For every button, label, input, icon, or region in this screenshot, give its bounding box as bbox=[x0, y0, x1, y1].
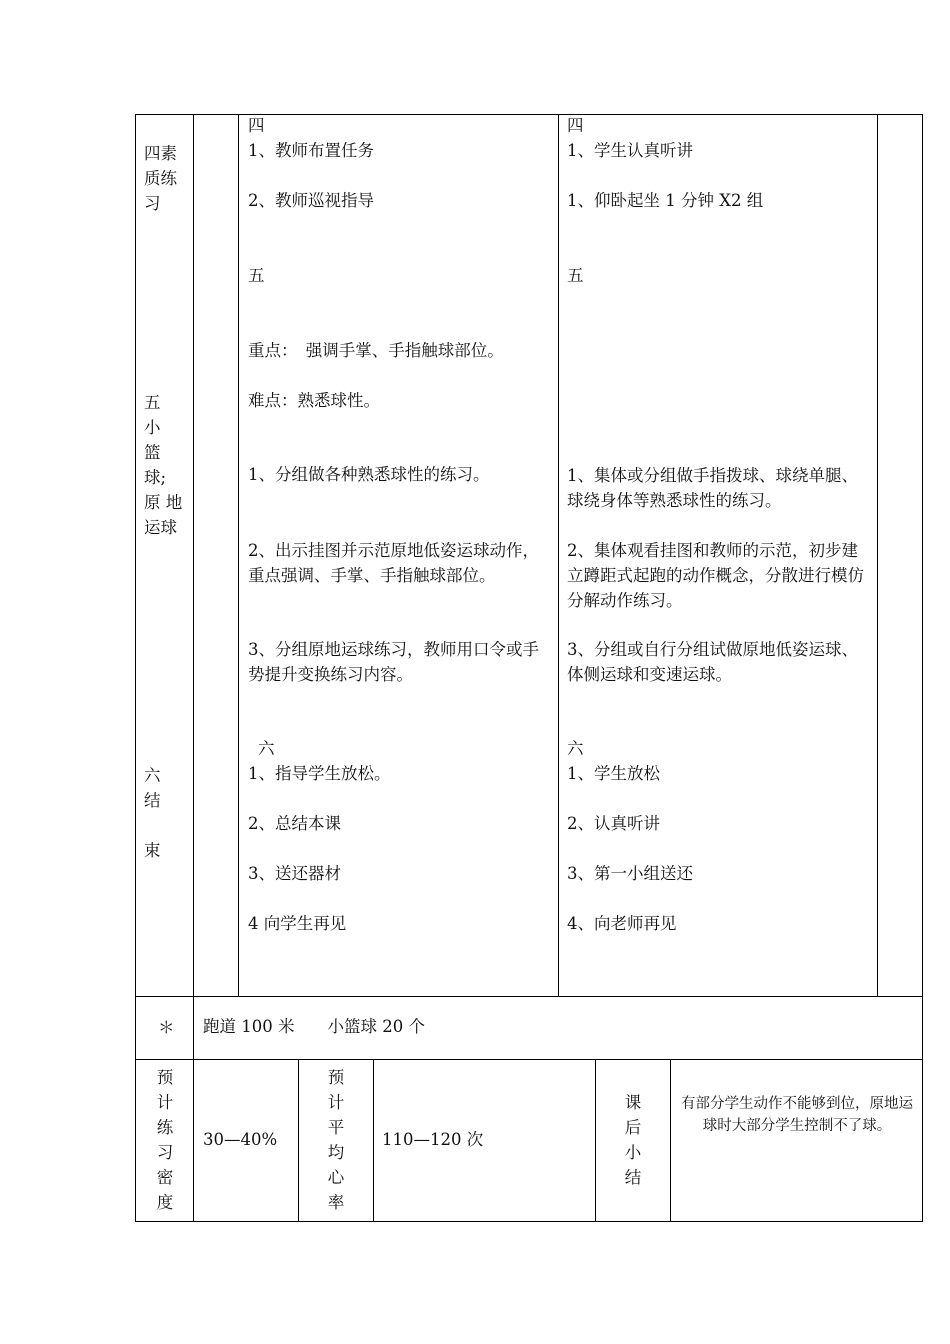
section5-label: 五 小 篮 球; 原 地 运球 bbox=[144, 393, 183, 537]
student-s6-number: 六 bbox=[567, 739, 584, 758]
table-border-bottom bbox=[135, 1221, 923, 1222]
col-divider bbox=[193, 114, 194, 997]
teacher-s5-number: 五 bbox=[248, 266, 265, 285]
teacher-s5-item: 2、出示挂图并示范原地低姿运球动作，重点强调、手掌、手指触球部位。 bbox=[248, 541, 539, 585]
row-divider bbox=[135, 996, 923, 997]
student-s4-number: 四 bbox=[567, 116, 584, 135]
col-divider bbox=[670, 1059, 671, 1222]
row-divider bbox=[135, 1059, 923, 1060]
teacher-difficulty: 难点：熟悉球性。 bbox=[248, 391, 380, 410]
equipment-label: ＊ bbox=[158, 1018, 175, 1037]
teacher-key-point: 重点： 强调手掌、手指触球部位。 bbox=[248, 341, 504, 360]
student-s5-item: 2、集体观看挂图和教师的示范，初步建立蹲距式起跑的动作概念，分散进行模仿分解动作练习。 bbox=[567, 541, 864, 610]
density-value: 30—40% bbox=[203, 1130, 278, 1149]
col-divider bbox=[238, 114, 239, 997]
teacher-s6-item: 3、送还器材 bbox=[248, 864, 341, 883]
teacher-s5-item: 1、分组做各种熟悉球性的练习。 bbox=[248, 465, 490, 484]
student-s5-number: 五 bbox=[567, 266, 584, 285]
student-s4-item: 1、仰卧起坐 1 分钟 X2 组 bbox=[567, 191, 764, 210]
student-s4-item: 1、学生认真听讲 bbox=[567, 141, 693, 160]
col-divider bbox=[595, 1059, 596, 1222]
teacher-s4-item: 2、教师巡视指导 bbox=[248, 191, 374, 210]
col-divider bbox=[877, 114, 878, 997]
student-s6-item: 1、学生放松 bbox=[567, 764, 660, 783]
table-border-left bbox=[135, 114, 136, 1222]
teacher-s6-item: 4 向学生再见 bbox=[248, 914, 347, 933]
heart-rate-label: 预 计 平 均 心 率 bbox=[327, 1068, 345, 1212]
teacher-s4-number: 四 bbox=[248, 116, 265, 135]
student-s6-item: 4、向老师再见 bbox=[567, 914, 677, 933]
col-divider bbox=[558, 114, 559, 997]
teacher-s6-item: 1、指导学生放松。 bbox=[248, 764, 391, 783]
heart-rate-value: 110—120 次 bbox=[382, 1130, 484, 1149]
teacher-s5-item: 3、分组原地运球练习，教师用口令或手势提升变换练习内容。 bbox=[248, 640, 539, 684]
teacher-s4-item: 1、教师布置任务 bbox=[248, 141, 374, 160]
col-divider bbox=[298, 1059, 299, 1222]
student-s5-item: 3、分组或自行分组试做原地低姿运球、体侧运球和变速运球。 bbox=[567, 640, 858, 684]
section6-label: 六 结 束 bbox=[144, 766, 161, 860]
section4-label: 四素 质练 习 bbox=[144, 144, 177, 213]
summary-text: 有部分学生动作不能够到位，原地运球时大部分学生控制不了球。 bbox=[681, 1096, 913, 1134]
teacher-s6-number: 六 bbox=[258, 739, 275, 758]
student-s5-item: 1、集体或分组做手指拨球、球绕单腿、球绕身体等熟悉球性的练习。 bbox=[567, 466, 858, 510]
col-divider bbox=[193, 996, 194, 1060]
student-s6-item: 2、认真听讲 bbox=[567, 814, 660, 833]
summary-label: 课 后 小 结 bbox=[624, 1093, 642, 1187]
col-divider bbox=[193, 1059, 194, 1222]
student-s6-item: 3、第一小组送还 bbox=[567, 864, 693, 883]
col-divider bbox=[373, 1059, 374, 1222]
equipment-text: 跑道 100 米 小篮球 20 个 bbox=[203, 1017, 425, 1036]
table-border-right bbox=[922, 114, 923, 1222]
density-label: 预 计 练 习 密 度 bbox=[156, 1068, 174, 1212]
teacher-s6-item: 2、总结本课 bbox=[248, 814, 341, 833]
